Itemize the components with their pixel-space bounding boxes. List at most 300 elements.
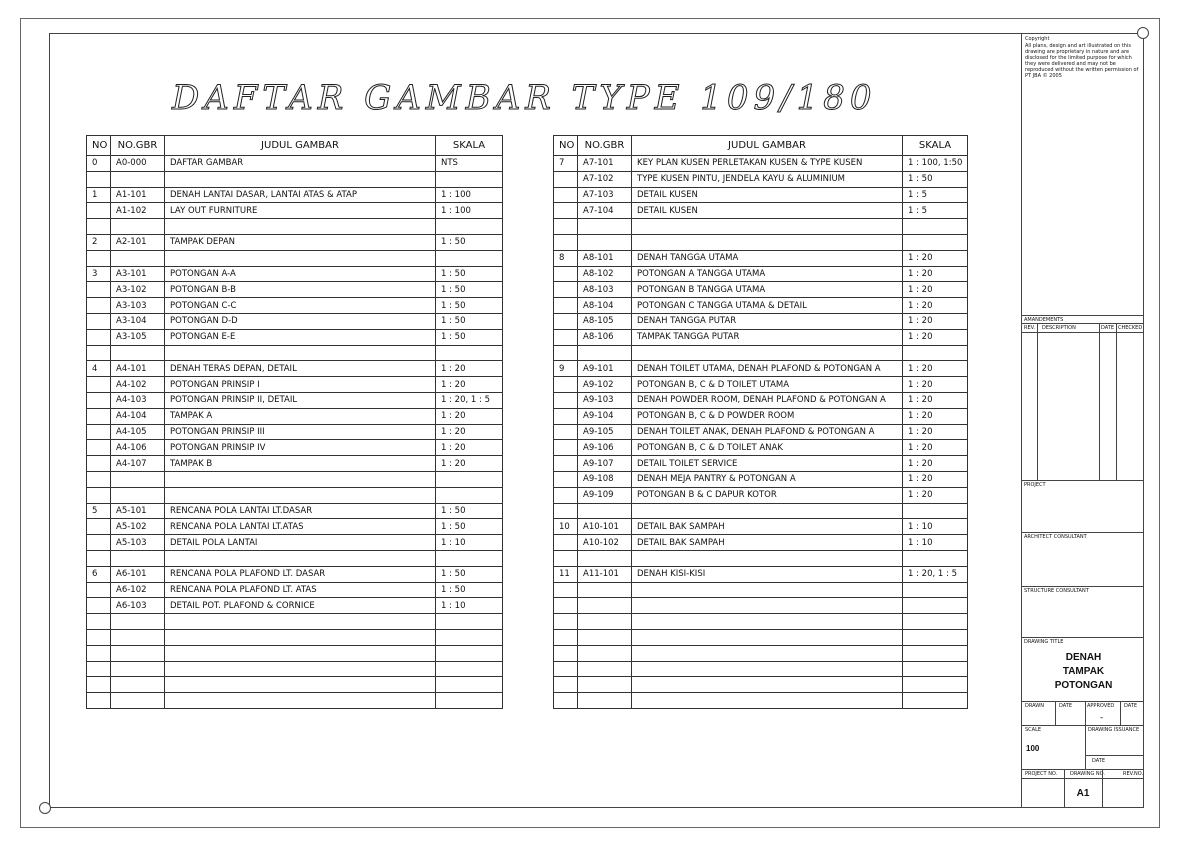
cell-drawing-number: A11-101 xyxy=(578,566,632,582)
cell-scale: 1 : 20, 1 : 5 xyxy=(436,392,503,408)
cell-scale: 1 : 50 xyxy=(436,566,503,582)
header-judul: JUDUL GAMBAR xyxy=(632,136,903,156)
cell-scale: 1 : 20 xyxy=(903,266,968,282)
cell-no xyxy=(554,377,578,393)
table-row xyxy=(554,677,968,693)
cell-scale xyxy=(903,503,968,519)
cell-no xyxy=(87,329,111,345)
cell-drawing-number: A3-102 xyxy=(111,282,165,298)
cell-scale: 1 : 50 xyxy=(436,282,503,298)
cell-drawing-title xyxy=(165,614,436,630)
cell-drawing-title: DENAH KISI-KISI xyxy=(632,566,903,582)
table-row xyxy=(554,487,968,503)
table-row xyxy=(554,171,968,187)
cell-scale xyxy=(903,661,968,677)
cell-drawing-title xyxy=(632,629,903,645)
cell-drawing-number: A8-103 xyxy=(578,282,632,298)
cell-no: 3 xyxy=(87,266,111,282)
table-row xyxy=(87,282,503,298)
amendments-label: AMANDEMENTS xyxy=(1024,317,1064,323)
cell-no xyxy=(87,598,111,614)
cell-drawing-number xyxy=(578,693,632,709)
cell-no xyxy=(554,203,578,219)
cell-drawing-title: DETAIL TOILET SERVICE xyxy=(632,456,903,472)
table-row xyxy=(87,203,503,219)
table-row xyxy=(554,645,968,661)
cell-drawing-title: POTONGAN PRINSIP II, DETAIL xyxy=(165,392,436,408)
cell-drawing-title xyxy=(632,661,903,677)
rev-label: REV. xyxy=(1024,325,1035,331)
cell-scale: 1 : 50 xyxy=(436,298,503,314)
cell-scale xyxy=(903,582,968,598)
cell-drawing-title: TAMPAK DEPAN xyxy=(165,234,436,250)
cell-scale: 1 : 100 xyxy=(436,187,503,203)
cell-scale xyxy=(436,645,503,661)
cell-no xyxy=(87,203,111,219)
cell-drawing-number xyxy=(111,550,165,566)
cell-drawing-title xyxy=(165,471,436,487)
table-row xyxy=(87,487,503,503)
cell-no xyxy=(87,519,111,535)
cell-drawing-number: A9-108 xyxy=(578,471,632,487)
cell-no xyxy=(87,471,111,487)
table-row xyxy=(554,440,968,456)
cell-drawing-number: A8-102 xyxy=(578,266,632,282)
cell-scale: 1 : 20 xyxy=(903,313,968,329)
cell-no: 2 xyxy=(87,234,111,250)
table-row xyxy=(554,693,968,709)
cell-drawing-number: A1-102 xyxy=(111,203,165,219)
cell-drawing-title: POTONGAN PRINSIP III xyxy=(165,424,436,440)
cell-drawing-number xyxy=(578,503,632,519)
cell-drawing-number: A9-107 xyxy=(578,456,632,472)
cell-drawing-number xyxy=(111,345,165,361)
header-nogbr: NO.GBR xyxy=(578,136,632,156)
table-row xyxy=(87,266,503,282)
cell-scale: 1 : 10 xyxy=(903,519,968,535)
cell-scale: 1 : 20 xyxy=(903,456,968,472)
cell-drawing-number xyxy=(111,661,165,677)
cell-drawing-number xyxy=(578,645,632,661)
table-row xyxy=(87,645,503,661)
cell-no xyxy=(87,219,111,235)
cell-scale: 1 : 50 xyxy=(436,266,503,282)
cell-drawing-title xyxy=(632,614,903,630)
cell-scale: 1 : 50 xyxy=(903,171,968,187)
cell-drawing-title: POTONGAN C-C xyxy=(165,298,436,314)
cell-scale: 1 : 20 xyxy=(436,440,503,456)
cell-drawing-title: TAMPAK A xyxy=(165,408,436,424)
cell-no xyxy=(554,661,578,677)
title-block xyxy=(1021,33,1144,808)
cell-drawing-number: A3-105 xyxy=(111,329,165,345)
cell-scale: 1 : 10 xyxy=(436,598,503,614)
table-row xyxy=(87,582,503,598)
table-row xyxy=(87,187,503,203)
cell-drawing-number: A9-104 xyxy=(578,408,632,424)
cell-drawing-title: POTONGAN PRINSIP IV xyxy=(165,440,436,456)
cell-drawing-number: A5-102 xyxy=(111,519,165,535)
cell-drawing-title: DENAH LANTAI DASAR, LANTAI ATAS & ATAP xyxy=(165,187,436,203)
cell-scale xyxy=(436,345,503,361)
cell-scale: 1 : 50 xyxy=(436,313,503,329)
cell-no xyxy=(554,693,578,709)
cell-drawing-title: POTONGAN E-E xyxy=(165,329,436,345)
table-row xyxy=(554,535,968,551)
cell-drawing-title xyxy=(165,219,436,235)
rev-no-label: REV.NO. xyxy=(1123,771,1144,777)
table-row xyxy=(87,171,503,187)
table-row xyxy=(87,614,503,630)
cell-scale: 1 : 20 xyxy=(436,377,503,393)
header-nogbr: NO.GBR xyxy=(111,136,165,156)
cell-scale: 1 : 20 xyxy=(436,424,503,440)
cell-scale: 1 : 20 xyxy=(903,298,968,314)
cell-drawing-number xyxy=(111,471,165,487)
sheet-number: A1 xyxy=(1076,788,1090,799)
description-label: DESCRIPTION xyxy=(1042,325,1076,331)
cell-drawing-number: A8-106 xyxy=(578,329,632,345)
cell-drawing-number xyxy=(578,629,632,645)
cell-scale xyxy=(903,629,968,645)
table-row xyxy=(87,392,503,408)
cell-no xyxy=(554,313,578,329)
cell-scale: 1 : 20 xyxy=(903,392,968,408)
cell-scale: 1 : 5 xyxy=(903,203,968,219)
cell-drawing-number: A3-103 xyxy=(111,298,165,314)
table-row xyxy=(87,440,503,456)
cell-drawing-number: A4-101 xyxy=(111,361,165,377)
drawn-label: DRAWN xyxy=(1025,703,1044,709)
cell-drawing-number xyxy=(111,250,165,266)
cell-drawing-number xyxy=(111,629,165,645)
cell-no xyxy=(554,645,578,661)
cell-drawing-number xyxy=(111,645,165,661)
cell-drawing-number: A2-101 xyxy=(111,234,165,250)
table-row xyxy=(87,313,503,329)
cell-drawing-title: DENAH TOILET ANAK, DENAH PLAFOND & POTONGAN A xyxy=(632,424,903,440)
cell-no xyxy=(554,535,578,551)
cell-drawing-title xyxy=(632,582,903,598)
cell-no xyxy=(554,282,578,298)
cell-scale: 1 : 20 xyxy=(903,471,968,487)
cell-no xyxy=(87,677,111,693)
cell-no xyxy=(87,535,111,551)
table-row xyxy=(87,471,503,487)
cell-drawing-title: DETAIL POT. PLAFOND & CORNICE xyxy=(165,598,436,614)
cell-scale xyxy=(903,645,968,661)
cell-scale: 1 : 20 xyxy=(903,440,968,456)
cell-no xyxy=(87,693,111,709)
table-row xyxy=(87,661,503,677)
cell-drawing-number: A7-101 xyxy=(578,156,632,172)
cell-drawing-number: A4-106 xyxy=(111,440,165,456)
cell-drawing-number: A5-103 xyxy=(111,535,165,551)
cell-drawing-title xyxy=(632,219,903,235)
checked-label: CHECKED xyxy=(1118,325,1143,331)
cell-drawing-title: RENCANA POLA LANTAI LT.ATAS xyxy=(165,519,436,535)
table-row xyxy=(554,598,968,614)
cell-scale: 1 : 20 xyxy=(903,487,968,503)
table-row xyxy=(554,614,968,630)
table-row xyxy=(87,156,503,172)
table-row xyxy=(554,550,968,566)
cell-drawing-number: A8-104 xyxy=(578,298,632,314)
table-row xyxy=(554,471,968,487)
cell-scale: 1 : 10 xyxy=(903,535,968,551)
cell-drawing-number: A7-104 xyxy=(578,203,632,219)
cell-no xyxy=(87,440,111,456)
cell-drawing-title xyxy=(165,250,436,266)
cell-drawing-number xyxy=(578,345,632,361)
cell-no: 11 xyxy=(554,566,578,582)
cell-drawing-number: A0-000 xyxy=(111,156,165,172)
cell-drawing-title xyxy=(165,171,436,187)
cell-no xyxy=(87,345,111,361)
cell-no xyxy=(554,408,578,424)
amend-date-label: DATE xyxy=(1101,325,1115,331)
cell-scale xyxy=(436,629,503,645)
cell-drawing-title: POTONGAN B, C & D TOILET ANAK xyxy=(632,440,903,456)
cell-drawing-title xyxy=(165,661,436,677)
cell-scale xyxy=(436,661,503,677)
cell-scale: 1 : 20 xyxy=(436,361,503,377)
table-row xyxy=(87,535,503,551)
cell-drawing-title xyxy=(165,487,436,503)
cell-drawing-title xyxy=(632,550,903,566)
cell-drawing-title: POTONGAN A-A xyxy=(165,266,436,282)
cell-drawing-title xyxy=(632,503,903,519)
cell-drawing-title: DETAIL KUSEN xyxy=(632,203,903,219)
cell-drawing-title: POTONGAN B-B xyxy=(165,282,436,298)
table-row xyxy=(554,329,968,345)
cell-no xyxy=(554,582,578,598)
cell-no xyxy=(554,424,578,440)
cell-drawing-title: DETAIL KUSEN xyxy=(632,187,903,203)
cell-drawing-title: TAMPAK B xyxy=(165,456,436,472)
cell-scale: 1 : 20 xyxy=(903,424,968,440)
cell-drawing-title: RENCANA POLA PLAFOND LT. ATAS xyxy=(165,582,436,598)
cell-drawing-title: DENAH TERAS DEPAN, DETAIL xyxy=(165,361,436,377)
cell-scale: 1 : 50 xyxy=(436,234,503,250)
cell-no xyxy=(554,266,578,282)
cell-scale: 1 : 100, 1:50 xyxy=(903,156,968,172)
cell-drawing-title xyxy=(632,345,903,361)
cell-drawing-title: DETAIL BAK SAMPAH xyxy=(632,535,903,551)
table-row xyxy=(87,408,503,424)
cell-drawing-number: A7-103 xyxy=(578,187,632,203)
cell-no xyxy=(554,614,578,630)
project-no-label: PROJECT NO. xyxy=(1025,771,1058,777)
copyright-label: Copyright xyxy=(1025,36,1050,42)
table-row xyxy=(87,361,503,377)
table-row xyxy=(87,550,503,566)
cell-drawing-number xyxy=(111,677,165,693)
table-row xyxy=(554,187,968,203)
cell-drawing-number: A10-102 xyxy=(578,535,632,551)
cell-no: 10 xyxy=(554,519,578,535)
table-header-row xyxy=(87,136,503,156)
cell-no xyxy=(87,645,111,661)
cell-no xyxy=(87,298,111,314)
cell-scale xyxy=(903,614,968,630)
table-row xyxy=(554,156,968,172)
cell-no xyxy=(87,408,111,424)
cell-no xyxy=(87,250,111,266)
cell-drawing-title: DETAIL POLA LANTAI xyxy=(165,535,436,551)
cell-drawing-number xyxy=(111,614,165,630)
cell-drawing-number xyxy=(111,219,165,235)
table-row xyxy=(554,234,968,250)
table-row xyxy=(87,298,503,314)
cell-scale xyxy=(903,677,968,693)
cell-drawing-number xyxy=(111,487,165,503)
table-row xyxy=(554,377,968,393)
corner-circle-icon xyxy=(39,802,51,814)
cell-no xyxy=(554,487,578,503)
cell-drawing-title: POTONGAN C TANGGA UTAMA & DETAIL xyxy=(632,298,903,314)
cell-drawing-number xyxy=(578,582,632,598)
table-row xyxy=(554,408,968,424)
cell-drawing-title xyxy=(632,693,903,709)
architect-consultant-label: ARCHITECT CONSULTANT xyxy=(1024,534,1087,540)
cell-no xyxy=(554,187,578,203)
cell-no xyxy=(554,440,578,456)
cell-no: 0 xyxy=(87,156,111,172)
table-row xyxy=(554,282,968,298)
cell-no: 4 xyxy=(87,361,111,377)
cell-drawing-number: A9-103 xyxy=(578,392,632,408)
table-row xyxy=(87,598,503,614)
cell-scale: 1 : 20 xyxy=(903,250,968,266)
header-no: NO xyxy=(554,136,578,156)
table-row xyxy=(554,361,968,377)
cell-drawing-number: A6-101 xyxy=(111,566,165,582)
cell-drawing-title xyxy=(632,234,903,250)
cell-scale: 1 : 50 xyxy=(436,519,503,535)
cell-drawing-number xyxy=(111,171,165,187)
drawing-list-table-right xyxy=(553,135,968,709)
table-row xyxy=(554,661,968,677)
table-row xyxy=(554,392,968,408)
cell-no xyxy=(554,219,578,235)
cell-scale xyxy=(436,550,503,566)
scale-value: 100 xyxy=(1026,744,1040,753)
cell-scale: 1 : 50 xyxy=(436,503,503,519)
table-row xyxy=(554,503,968,519)
cell-scale xyxy=(436,487,503,503)
cell-scale: 1 : 20 xyxy=(903,329,968,345)
cell-no xyxy=(87,487,111,503)
cell-drawing-title: POTONGAN B, C & D TOILET UTAMA xyxy=(632,377,903,393)
cell-drawing-number: A8-105 xyxy=(578,313,632,329)
table-row xyxy=(87,566,503,582)
table-row xyxy=(87,345,503,361)
cell-drawing-title: LAY OUT FURNITURE xyxy=(165,203,436,219)
cell-drawing-title: TYPE KUSEN PINTU, JENDELA KAYU & ALUMINIUM xyxy=(632,171,903,187)
cell-drawing-title: DENAH TANGGA PUTAR xyxy=(632,313,903,329)
cell-scale: 1 : 20 xyxy=(903,408,968,424)
page-title: DAFTAR GAMBAR TYPE 109/180 xyxy=(172,78,877,118)
cell-no: 1 xyxy=(87,187,111,203)
table-row xyxy=(87,219,503,235)
cell-scale: 1 : 20 xyxy=(436,456,503,472)
cell-no: 7 xyxy=(554,156,578,172)
cell-drawing-title xyxy=(632,677,903,693)
cell-drawing-title: RENCANA POLA PLAFOND LT. DASAR xyxy=(165,566,436,582)
table-row xyxy=(554,456,968,472)
cell-scale xyxy=(903,693,968,709)
cell-drawing-title xyxy=(632,598,903,614)
cell-drawing-title: POTONGAN PRINSIP I xyxy=(165,377,436,393)
cell-drawing-title: POTONGAN B & C DAPUR KOTOR xyxy=(632,487,903,503)
table-row xyxy=(87,519,503,535)
cell-drawing-number xyxy=(578,219,632,235)
cell-drawing-title: DENAH TOILET UTAMA, DENAH PLAFOND & POTONGAN A xyxy=(632,361,903,377)
cell-drawing-number xyxy=(578,598,632,614)
table-row xyxy=(554,298,968,314)
cell-drawing-number xyxy=(578,234,632,250)
cell-no xyxy=(87,377,111,393)
cell-scale: 1 : 20 xyxy=(903,282,968,298)
cell-drawing-title xyxy=(165,693,436,709)
cell-drawing-number: A1-101 xyxy=(111,187,165,203)
cell-drawing-number: A3-101 xyxy=(111,266,165,282)
cell-no xyxy=(554,503,578,519)
cell-no xyxy=(554,456,578,472)
cell-drawing-title xyxy=(165,345,436,361)
drawing-list-table-left xyxy=(86,135,503,709)
cell-scale: 1 : 20 xyxy=(903,361,968,377)
drawing-title-line-2: TAMPAK xyxy=(1062,666,1105,677)
table-row xyxy=(87,677,503,693)
structure-consultant-label: STRUCTURE CONSULTANT xyxy=(1024,588,1089,594)
header-skala: SKALA xyxy=(436,136,503,156)
cell-no xyxy=(87,550,111,566)
cell-drawing-number: A4-102 xyxy=(111,377,165,393)
table-row xyxy=(554,582,968,598)
cell-no: 8 xyxy=(554,250,578,266)
table-header-row xyxy=(554,136,968,156)
scale-label: SCALE xyxy=(1025,727,1042,733)
cell-scale: 1 : 5 xyxy=(903,187,968,203)
cell-no xyxy=(554,392,578,408)
cell-no: 5 xyxy=(87,503,111,519)
cell-scale: NTS xyxy=(436,156,503,172)
cell-drawing-title: POTONGAN D-D xyxy=(165,313,436,329)
cell-scale xyxy=(436,219,503,235)
drawn-date-label: DATE xyxy=(1059,703,1073,709)
cell-scale: 1 : 20, 1 : 5 xyxy=(903,566,968,582)
project-label: PROJECT xyxy=(1024,482,1046,488)
cell-scale: 1 : 20 xyxy=(436,408,503,424)
cell-scale xyxy=(436,250,503,266)
cell-drawing-number: A9-106 xyxy=(578,440,632,456)
drawing-title-line-3: POTONGAN xyxy=(1054,680,1113,691)
issuance-date-label: DATE xyxy=(1092,758,1106,764)
cell-drawing-number: A10-101 xyxy=(578,519,632,535)
table-row xyxy=(87,693,503,709)
cell-drawing-number xyxy=(578,661,632,677)
cell-drawing-title xyxy=(165,550,436,566)
cell-no: 9 xyxy=(554,361,578,377)
drawing-title-label: DRAWING TITLE xyxy=(1024,639,1064,645)
cell-scale: 1 : 50 xyxy=(436,329,503,345)
table-row xyxy=(554,203,968,219)
cell-scale xyxy=(436,614,503,630)
copyright-text: All plans, design and art illustrated on this drawing are proprietary in nature and are disclosed for the limited purpose for which they were delivered and may not be reproduced without the written permission of PT JBA © 2005 xyxy=(1025,43,1139,79)
cell-drawing-number: A5-101 xyxy=(111,503,165,519)
